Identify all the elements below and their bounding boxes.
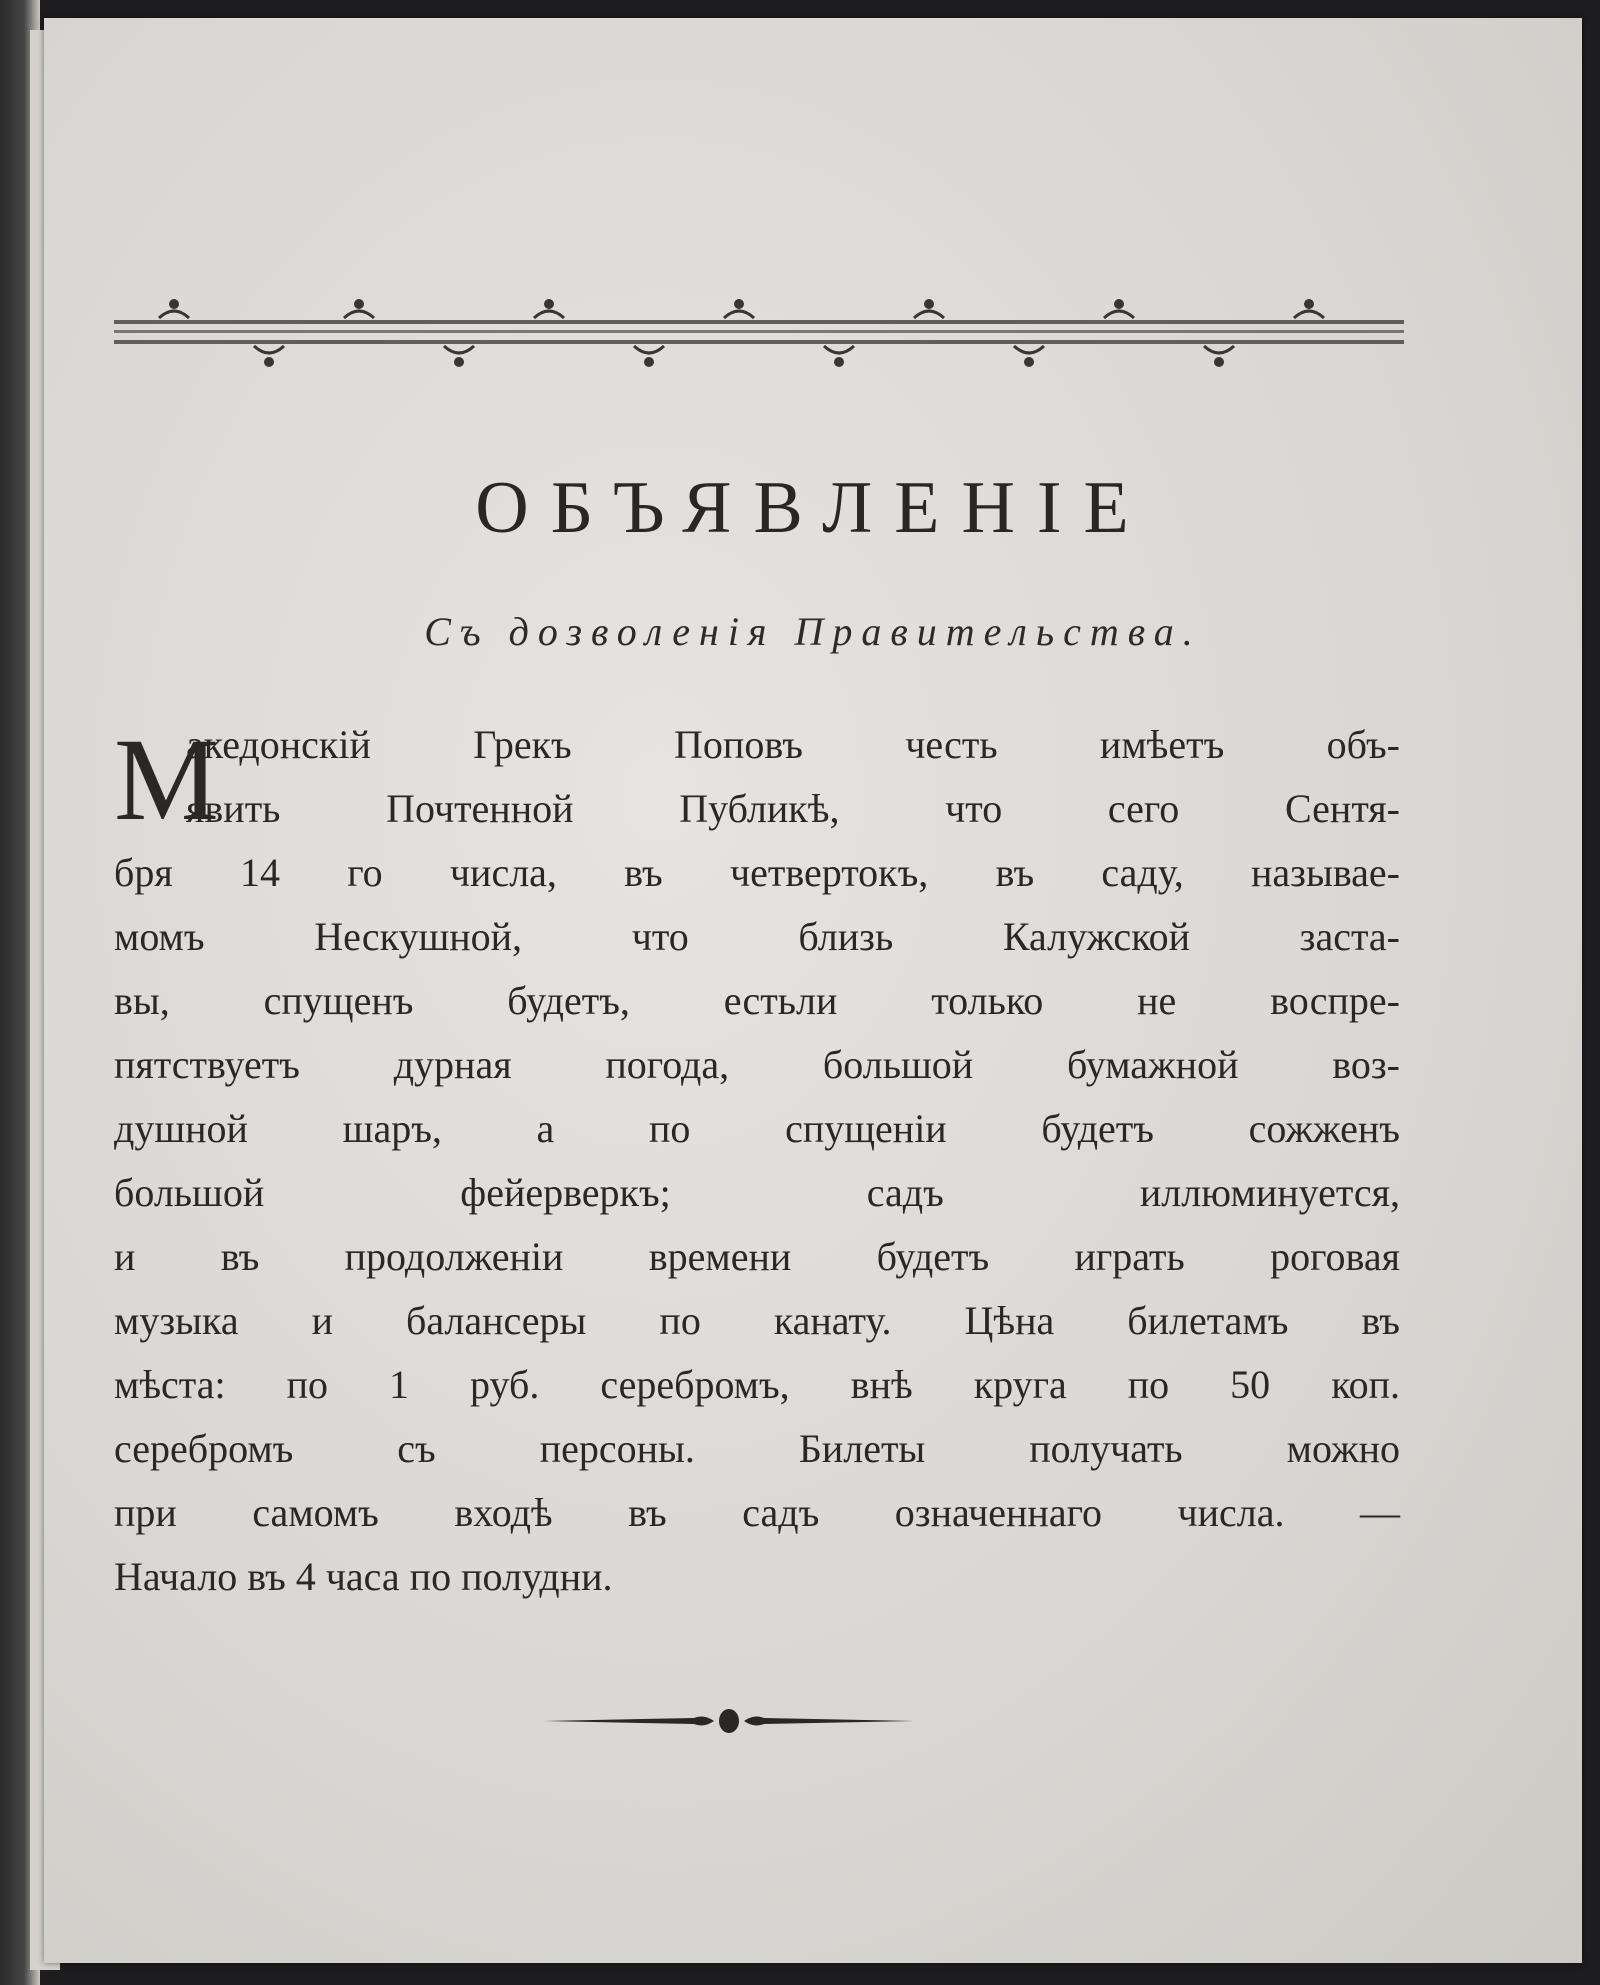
text-line: при самомъ входѣ въ садъ означеннаго числа. — bbox=[114, 1490, 1400, 1535]
text-line: явить Почтенной Публикѣ, что сего Сентя- bbox=[186, 786, 1400, 831]
text-line: большой фейерверкъ; садъ иллюминуется, bbox=[114, 1170, 1400, 1215]
text-line: пятствуетъ дурная погода, большой бумажной воз- bbox=[114, 1042, 1400, 1087]
text-line: серебромъ съ персоны. Билеты получать можно bbox=[114, 1426, 1400, 1471]
decorative-header-border bbox=[114, 290, 1404, 375]
text-line: музыка и балансеры по канату. Цѣна билетамъ въ bbox=[114, 1298, 1400, 1343]
text-line: вы, спущенъ будетъ, естьли только не воспре- bbox=[114, 978, 1400, 1023]
page-title: ОБЪЯВЛЕНІЕ bbox=[475, 467, 1151, 549]
text-line: акедонскій Грекъ Поповъ честь имѣетъ объ- bbox=[186, 722, 1400, 767]
text-line: душной шаръ, а по спущеніи будетъ сожженъ bbox=[114, 1106, 1400, 1151]
text-line: и въ продолженіи времени будетъ играть роговая bbox=[114, 1234, 1400, 1279]
text-line: Начало въ 4 часа по полудни. bbox=[114, 1554, 613, 1599]
text-line: мѣста: по 1 руб. серебромъ, внѣ круга по 50 коп. bbox=[114, 1362, 1400, 1407]
drop-cap: М bbox=[114, 714, 219, 845]
document-page bbox=[44, 18, 1582, 1963]
text-line: бря 14 го числа, въ четвертокъ, въ саду, называе- bbox=[114, 850, 1400, 895]
decorative-end-rule bbox=[544, 1706, 914, 1736]
permission-subtitle: Съ дозволенія Правительства. bbox=[424, 609, 1202, 654]
announcement-body bbox=[114, 713, 1400, 1609]
text-line: момъ Нескушной, что близь Калужской заста- bbox=[114, 914, 1400, 959]
